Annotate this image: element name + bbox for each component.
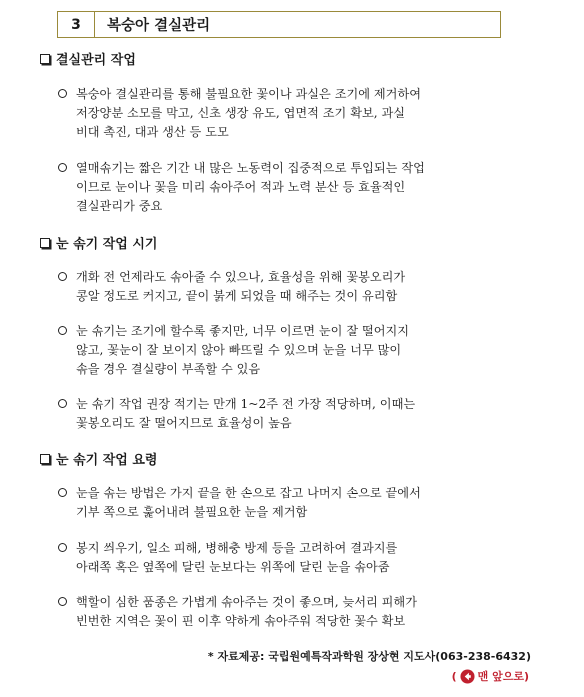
circle-bullet-icon (58, 597, 67, 606)
checkbox-square-icon (40, 54, 50, 64)
subheading-fruit-management: 결실관리 작업 (40, 49, 136, 68)
list-item: 눈 솎기는 조기에 할수록 좋지만, 너무 이르면 눈이 잘 떨어지지 않고, 꽃눈이 잘 보이지 않아 빠뜨릴 수 있으며 눈을 너무 많이 솎을 경우 결실량이 부족할 수 있음 (58, 322, 538, 379)
list-item: 열매솎기는 짧은 기간 내 많은 노동력이 집중적으로 투입되는 작업 이므로 눈이나 꽃을 미리 솎아주어 적과 노력 분산 등 효율적인 결실관리가 중요 (58, 159, 538, 216)
circle-bullet-icon (58, 326, 67, 335)
list-item: 눈 솎기 작업 권장 적기는 만개 1~2주 전 가장 적당하며, 이때는 꽃봉오리도 잘 떨어지므로 효율성이 높음 (58, 395, 538, 433)
checkbox-square-icon (40, 454, 50, 464)
list-item: 복숭아 결실관리를 통해 불필요한 꽃이나 과실은 조기에 제거하여 저장양분 소모를 막고, 신초 생장 유도, 엽면적 조기 확보, 과실 비대 촉진, 대과 생산 등 도모 (58, 85, 538, 142)
section-title: 복숭아 결실관리 (107, 18, 211, 34)
source-credit: * 자료제공: 국립원예특작과학원 장상현 지도사(063-238-6432) (207, 650, 531, 663)
circle-bullet-icon (58, 89, 67, 98)
subheading-bud-thinning-method: 눈 솎기 작업 요령 (40, 449, 157, 468)
circle-bullet-icon (58, 399, 67, 408)
section-number: 3 (58, 12, 95, 37)
subheading-bud-thinning-time: 눈 솎기 작업 시기 (40, 233, 157, 252)
back-arrow-circle-icon (460, 669, 475, 684)
list-item: 눈을 솎는 방법은 가지 끝을 한 손으로 잡고 나머지 손으로 끝에서 기부 쪽으로 훑어내려 불필요한 눈을 제거함 (58, 484, 538, 522)
circle-bullet-icon (58, 272, 67, 281)
back-to-top-link[interactable]: ( 맨 앞으로 ) (451, 669, 529, 683)
list-item: 봉지 씌우기, 일소 피해, 병해충 방제 등을 고려하여 결과지를 아래쪽 혹은 옆쪽에 달린 눈보다는 위쪽에 달린 눈을 솎아줌 (58, 539, 538, 577)
circle-bullet-icon (58, 488, 67, 497)
circle-bullet-icon (58, 163, 67, 172)
circle-bullet-icon (58, 543, 67, 552)
section-title-box (57, 11, 501, 38)
checkbox-square-icon (40, 238, 50, 248)
list-item: 핵할이 심한 품종은 가볍게 솎아주는 것이 좋으며, 늦서리 피해가 빈번한 지역은 꽃이 핀 이후 약하게 솎아주워 적당한 꽃수 확보 (58, 593, 538, 631)
list-item: 개화 전 언제라도 솎아줄 수 있으나, 효율성을 위해 꽃봉오리가 콩알 정도로 커지고, 끝이 붉게 되었을 때 해주는 것이 유리함 (58, 268, 538, 306)
